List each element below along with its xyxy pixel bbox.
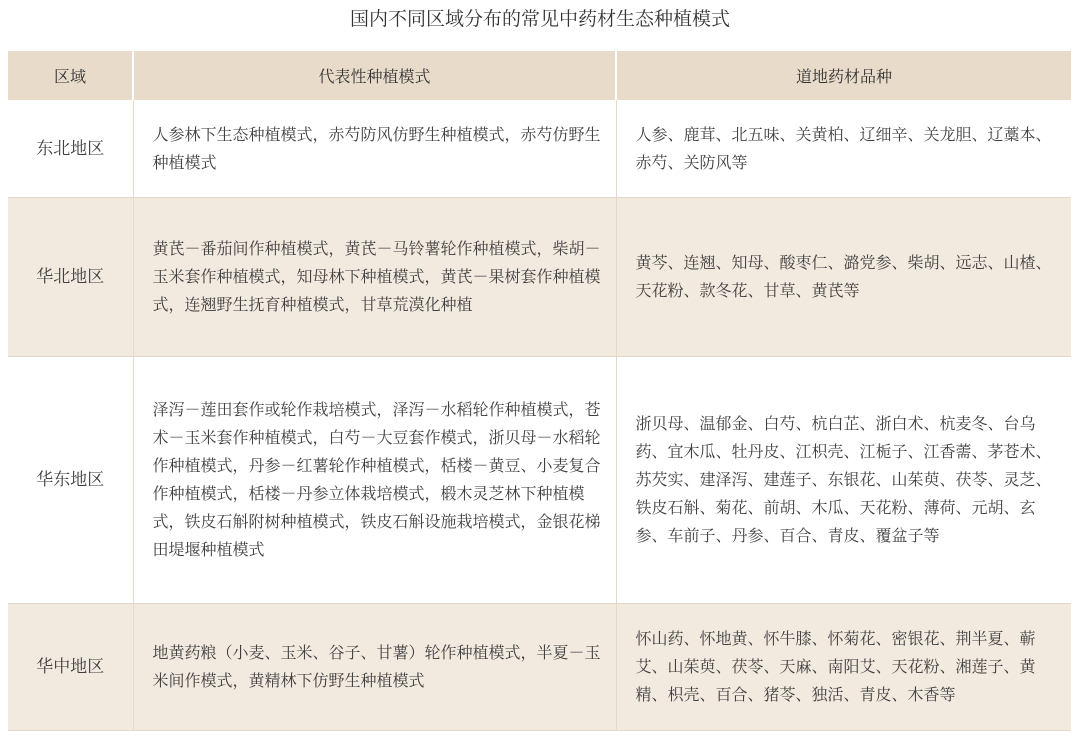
table-row [8, 198, 1071, 357]
page-title: 国内不同区域分布的常见中药材生态种植模式 [349, 8, 730, 30]
region-cell: 东北地区 [8, 100, 133, 198]
header-varieties: 道地药材品种 [616, 51, 1071, 100]
modes-cell: 泽泻－莲田套作或轮作栽培模式，泽泻－水稻轮作种植模式，苍术－玉米套作种植模式，白芍－大豆套作模式，浙贝母－水稻轮作种植模式，丹参－红薯轮作种植模式，栝楼－黄豆、小麦复合作种植模式，栝楼－丹参立体栽培模式，椴木灵芝林下种植模式，铁皮石斛附树种植模式，铁皮石斛设施栽培模式，金银花梯田堤堰种植模式 [133, 357, 616, 604]
varieties-cell: 人参、鹿茸、北五味、关黄柏、辽细辛、关龙胆、辽藁本、赤芍、关防风等 [616, 100, 1071, 198]
varieties-cell: 怀山药、怀地黄、怀牛膝、怀菊花、密银花、荆半夏、蕲艾、山茱萸、茯苓、天麻、南阳艾、天花粉、湘莲子、黄精、枳壳、百合、猪苓、独活、青皮、木香等 [616, 604, 1071, 731]
table-row [8, 357, 1071, 604]
table-row [8, 604, 1071, 731]
varieties-cell: 浙贝母、温郁金、白芍、杭白芷、浙白术、杭麦冬、台乌药、宜木瓜、牡丹皮、江枳壳、江栀子、江香薷、茅苍术、苏芡实、建泽泻、建莲子、东银花、山茱萸、茯苓、灵芝、铁皮石斛、菊花、前胡、木瓜、天花粉、薄荷、元胡、玄参、车前子、丹参、百合、青皮、覆盆子等 [616, 357, 1071, 604]
table-row [8, 100, 1071, 198]
region-cell: 华东地区 [8, 357, 133, 604]
table-header-row [8, 51, 1071, 100]
modes-cell: 地黄药粮（小麦、玉米、谷子、甘薯）轮作种植模式，半夏－玉米间作模式，黄精林下仿野生种植模式 [133, 604, 616, 731]
region-cell: 华中地区 [8, 604, 133, 731]
modes-cell: 人参林下生态种植模式，赤芍防风仿野生种植模式，赤芍仿野生种植模式 [133, 100, 616, 198]
planting-modes-table [8, 51, 1071, 731]
header-modes: 代表性种植模式 [133, 51, 616, 100]
header-region: 区域 [8, 51, 133, 100]
modes-cell: 黄芪－番茄间作种植模式，黄芪－马铃薯轮作种植模式，柴胡－玉米套作种植模式，知母林下种植模式，黄芪－果树套作种植模式，连翘野生抚育种植模式，甘草荒漠化种植 [133, 198, 616, 357]
varieties-cell: 黄芩、连翘、知母、酸枣仁、潞党参、柴胡、远志、山楂、天花粉、款冬花、甘草、黄芪等 [616, 198, 1071, 357]
region-cell: 华北地区 [8, 198, 133, 357]
